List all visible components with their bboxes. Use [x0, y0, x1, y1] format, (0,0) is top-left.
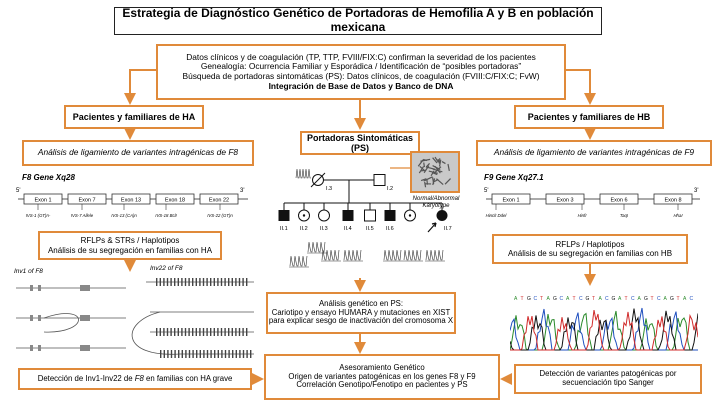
inv22-exon-tick — [160, 278, 161, 286]
inv22-exon-tick — [192, 328, 193, 336]
sanger-base: G — [585, 296, 590, 302]
inv22-exon-tick — [243, 350, 244, 358]
f9-exon-label: Exon 3 — [556, 197, 574, 204]
f9-site-label: HhaI — [673, 213, 683, 218]
sanger-base: G — [611, 296, 616, 302]
counseling-line-1: Asesoramiento Genético — [339, 362, 425, 372]
inv22-exon-tick — [239, 278, 240, 286]
sanger-base: T — [592, 296, 596, 302]
inv22-exon-tick — [218, 350, 219, 358]
f8-ivs-label: IVS-7 Allele — [70, 213, 94, 218]
sanger-line-2: secuenciación tipo Sanger — [562, 378, 654, 387]
counseling-line-3: Correlación Genotipo/Fenotipo en pacientes y PS — [296, 380, 468, 390]
f8-gene-diagram — [14, 182, 254, 232]
chromosome — [448, 164, 449, 171]
inv22-exon-tick — [156, 328, 157, 336]
inv22-exon-tick — [246, 278, 247, 286]
inv22-exon-tick — [210, 328, 211, 336]
inv-detection-text: Detección de Inv1-Inv22 de F8 en familias con HA grave — [37, 373, 233, 383]
pedigree-child-label: II.2 — [300, 226, 308, 232]
sanger-base: G — [670, 296, 674, 302]
inv22-exon-tick — [217, 278, 218, 286]
clinical-line-1: Datos clínicos y de coagulación (TP, TTP, FVIII/FIX:C) confirman la severidad de los pacientes — [186, 51, 536, 62]
hb-linkage-box — [476, 140, 712, 166]
inv22-exon-tick — [242, 328, 243, 336]
inv22-exon-tick — [185, 278, 186, 286]
sanger-base: G — [644, 296, 648, 302]
sanger-base: A — [663, 296, 667, 302]
inv22-exon-tick — [239, 350, 240, 358]
inv22-exon-tick — [185, 328, 186, 336]
inv22-exon-tick — [236, 350, 237, 358]
inv22-exon-tick — [214, 278, 215, 286]
sanger-base: C — [657, 296, 661, 302]
inv22-exon-tick — [224, 278, 225, 286]
inv22-exon-tick — [196, 328, 197, 336]
ps-header-box — [300, 131, 420, 155]
inv22-exon-tick — [214, 350, 215, 358]
inv22-exon-tick — [210, 278, 211, 286]
sanger-base: C — [631, 296, 635, 302]
inv22-exon-tick — [214, 328, 215, 336]
karyotype-label: Normal/Abnormal Karyotype — [412, 196, 460, 210]
inv22-exon-tick — [228, 278, 229, 286]
inv22-exon-tick — [199, 278, 200, 286]
ha-header: Pacientes y familiares de HA — [72, 111, 196, 122]
pedigree-child-label: II.1 — [280, 226, 288, 232]
f8-exon-label: Exon 1 — [34, 197, 52, 204]
sanger-base: A — [637, 296, 641, 302]
pedigree-child-label: II.3 — [320, 226, 328, 232]
inversion-diagrams — [10, 272, 258, 367]
clinical-line-3: Búsqueda de portadoras sintomáticas (PS): Datos clínicos, de coagulación (FVIII:C/FIX:C; FvW) — [182, 71, 540, 81]
svg-text:3': 3' — [694, 188, 699, 194]
inv22-exon-tick — [156, 278, 157, 286]
inv22-exon-tick — [178, 278, 179, 286]
ha-linkage-box — [22, 140, 254, 166]
sanger-base: T — [650, 296, 654, 302]
inv22-exon-tick — [164, 350, 165, 358]
inv22-exon-tick — [200, 350, 201, 358]
inv22-exon-tick — [246, 328, 247, 336]
ha-header-box — [64, 105, 204, 129]
ha-linkage-text: Análisis de ligamiento de variantes intragénicas de F8 — [37, 147, 239, 158]
ha-rflp-line-1: RFLPs & STRs / Haplotipos — [80, 236, 180, 246]
f9-site-label: TaqI — [619, 213, 629, 218]
f9-gene-diagram — [482, 182, 704, 230]
page-title: Estrategia de Diagnóstico Genético de Portadoras de Hemofilia A y B en población mexicana — [122, 6, 594, 34]
inv22-exon-tick — [203, 328, 204, 336]
hb-rflp-line-2: Análisis de su segregación en familias con HB — [507, 249, 673, 258]
inv22-exon-tick — [196, 278, 197, 286]
sanger-box — [514, 364, 702, 394]
sanger-base: G — [553, 296, 557, 302]
inv22-exon-tick — [181, 278, 182, 286]
pedigree-parent-label: I.2 — [387, 186, 394, 192]
pedigree-trace — [404, 250, 421, 260]
pedigree-trace — [290, 256, 307, 266]
pedigree-trace — [344, 250, 361, 260]
inv22-exon-tick — [171, 350, 172, 358]
inv22-exon-tick — [221, 278, 222, 286]
inv22-exon-tick — [170, 328, 171, 336]
sanger-base: C — [605, 296, 609, 302]
inv22-exon-tick — [170, 278, 171, 286]
inv22-exon-tick — [232, 328, 233, 336]
counseling-box — [264, 354, 500, 400]
f8-ivs-label: IVS-1 (GT)n- — [25, 213, 51, 218]
chromosome — [442, 162, 445, 164]
inv22-exon-tick — [232, 278, 233, 286]
f8-exon-label: Exon 7 — [78, 197, 96, 204]
inv-detection-box — [18, 368, 252, 390]
inv22-exon-tick — [210, 350, 211, 358]
inv22-exon-tick — [203, 278, 204, 286]
hb-rflp-box — [492, 234, 688, 264]
sanger-line-1: Detección de variantes patogénicas por — [539, 369, 677, 379]
karyotype-chromosomes — [412, 153, 458, 191]
inv22-exon-tick — [203, 350, 204, 358]
analysis-line-2: Cariotipo y ensayo HUMARA y mutaciones en XIST — [271, 307, 451, 317]
inv22-exon-tick — [189, 350, 190, 358]
inv22-exon-tick — [160, 328, 161, 336]
inv22-exon-tick — [167, 350, 168, 358]
inv22-exon-tick — [163, 278, 164, 286]
svg-text:3': 3' — [240, 188, 245, 194]
inv22-exon-tick — [239, 328, 240, 336]
inv22-exon-tick — [228, 328, 229, 336]
inv22-exon-tick — [246, 350, 247, 358]
pedigree-parent-label: I.3 — [326, 186, 333, 192]
inv22-exon-tick — [167, 328, 168, 336]
inv1-label: Inv1 of F8 — [14, 268, 43, 275]
inv22-exon-tick — [188, 278, 189, 286]
f9-exon-label: Exon 8 — [664, 197, 682, 204]
sanger-base: C — [533, 296, 538, 302]
title-box — [114, 7, 602, 35]
svg-text:5': 5' — [16, 188, 21, 194]
sanger-base: G — [527, 296, 531, 302]
inv22-exon-tick — [221, 328, 222, 336]
f9-site-label: HinclI Ddel — [485, 213, 507, 218]
clinical-line-2: Genealogía: Ocurrencia Familiar y Esporádica / Identificación de “posibles portadoras” — [200, 61, 522, 72]
f8-gene-label: F8 Gene Xq28 — [22, 173, 75, 182]
f8-exon-label: Exon 22 — [208, 197, 230, 204]
counseling-line-2: Origen de variantes patogénicas en los genes F8 y F9 — [288, 371, 476, 381]
inv22-exon-tick — [163, 328, 164, 336]
sanger-base: A — [683, 296, 687, 302]
svg-text:5': 5' — [484, 188, 489, 194]
pedigree-trace — [322, 250, 339, 260]
pedigree-child-label: II.5 — [366, 226, 374, 232]
f8-exon-label: Exon 13 — [120, 197, 142, 204]
karyotype-image — [410, 151, 460, 193]
inv22-exon-tick — [228, 350, 229, 358]
inv22-label: Inv22 of F8 — [150, 265, 183, 272]
pedigree-child-label: II.4 — [344, 226, 352, 232]
inv22-exon-tick — [206, 328, 207, 336]
inv22-exon-tick — [160, 350, 161, 358]
inv22-exon-tick — [232, 350, 233, 358]
ps-header: Portadoras Sintomáticas (PS) — [306, 132, 414, 153]
clinical-data-box — [156, 44, 566, 100]
hb-header-box — [514, 105, 664, 129]
inv22-exon-tick — [174, 350, 175, 358]
sanger-base: A — [566, 296, 570, 302]
chromosome — [445, 179, 450, 185]
sanger-base: T — [676, 296, 680, 302]
inv22-exon-tick — [196, 350, 197, 358]
analysis-line-3: para explicar sesgo de inactivación del cromosoma X — [268, 316, 454, 326]
inv22-exon-tick — [185, 350, 186, 358]
pedigree-trace — [308, 242, 325, 252]
chromosome — [425, 182, 426, 187]
chromosome — [424, 163, 425, 167]
ha-rflp-box — [38, 231, 222, 260]
f8-ivs-label: IVS-22 (GT)n — [207, 213, 233, 218]
sanger-base: T — [624, 296, 628, 302]
sanger-base: C — [579, 296, 583, 302]
analysis-line-1: Análisis genético en PS: — [318, 298, 404, 308]
sanger-base: A — [514, 296, 518, 302]
hb-rflp-line-1: RFLPs / Haplotipos — [555, 239, 625, 249]
inv22-exon-tick — [178, 328, 179, 336]
sanger-base: A — [598, 296, 602, 302]
inv22-exon-tick — [174, 278, 175, 286]
hb-linkage-text: Análisis de ligamiento de variantes intragénicas de F9 — [493, 147, 695, 158]
inv22-exon-tick — [235, 328, 236, 336]
inv22-exon-tick — [199, 328, 200, 336]
f9-site-label: HinfI — [577, 213, 587, 218]
inv22-exon-tick — [242, 278, 243, 286]
sanger-base: A — [546, 296, 550, 302]
inv22-exon-tick — [182, 350, 183, 358]
inv22-exon-tick — [192, 278, 193, 286]
inv22-exon-tick — [250, 350, 251, 358]
inv22-exon-tick — [181, 328, 182, 336]
inv22-exon-tick — [235, 278, 236, 286]
inv22-exon-tick — [224, 328, 225, 336]
sanger-base: T — [540, 296, 544, 302]
inv22-exon-tick — [174, 328, 175, 336]
inv22-exon-tick — [206, 278, 207, 286]
sanger-base: T — [520, 296, 524, 302]
ha-rflp-line-2: Análisis de su segregación en familias con HA — [47, 245, 213, 255]
clinical-line-4: Integración de Base de Datos y Banco de DNA — [268, 80, 454, 91]
f8-exon-label: Exon 18 — [164, 197, 186, 204]
sanger-base: T — [572, 296, 576, 302]
f8-ivs-label: IVS-13 (CA)n — [111, 213, 137, 218]
hb-header: Pacientes y familiares de HB — [527, 111, 651, 122]
f9-gene-label: F9 Gene Xq27.1 — [484, 173, 544, 182]
pedigree-child-label: II.6 — [386, 226, 394, 232]
pedigree-child-label: II.7 — [444, 226, 452, 232]
inv22-exon-tick — [192, 350, 193, 358]
inv22-exon-tick — [207, 350, 208, 358]
sanger-electropherogram — [510, 292, 698, 354]
f8-ivs-label: IVS-18 BclI — [155, 213, 177, 218]
inv22-exon-tick — [178, 350, 179, 358]
inv22-exon-tick — [221, 350, 222, 358]
genetic-analysis-box — [266, 292, 456, 334]
inv22-exon-tick — [167, 278, 168, 286]
inv22-exon-tick — [188, 328, 189, 336]
pedigree-trace — [296, 169, 311, 178]
sanger-base: C — [559, 296, 564, 302]
inv22-exon-tick — [225, 350, 226, 358]
inv22-exon-tick — [217, 328, 218, 336]
pedigree-trace — [426, 250, 443, 260]
pedigree-trace — [384, 250, 401, 260]
f9-exon-label: Exon 6 — [610, 197, 628, 204]
sanger-base: A — [618, 296, 622, 302]
sanger-base: C — [689, 296, 694, 302]
f9-exon-label: Exon 1 — [502, 197, 520, 204]
